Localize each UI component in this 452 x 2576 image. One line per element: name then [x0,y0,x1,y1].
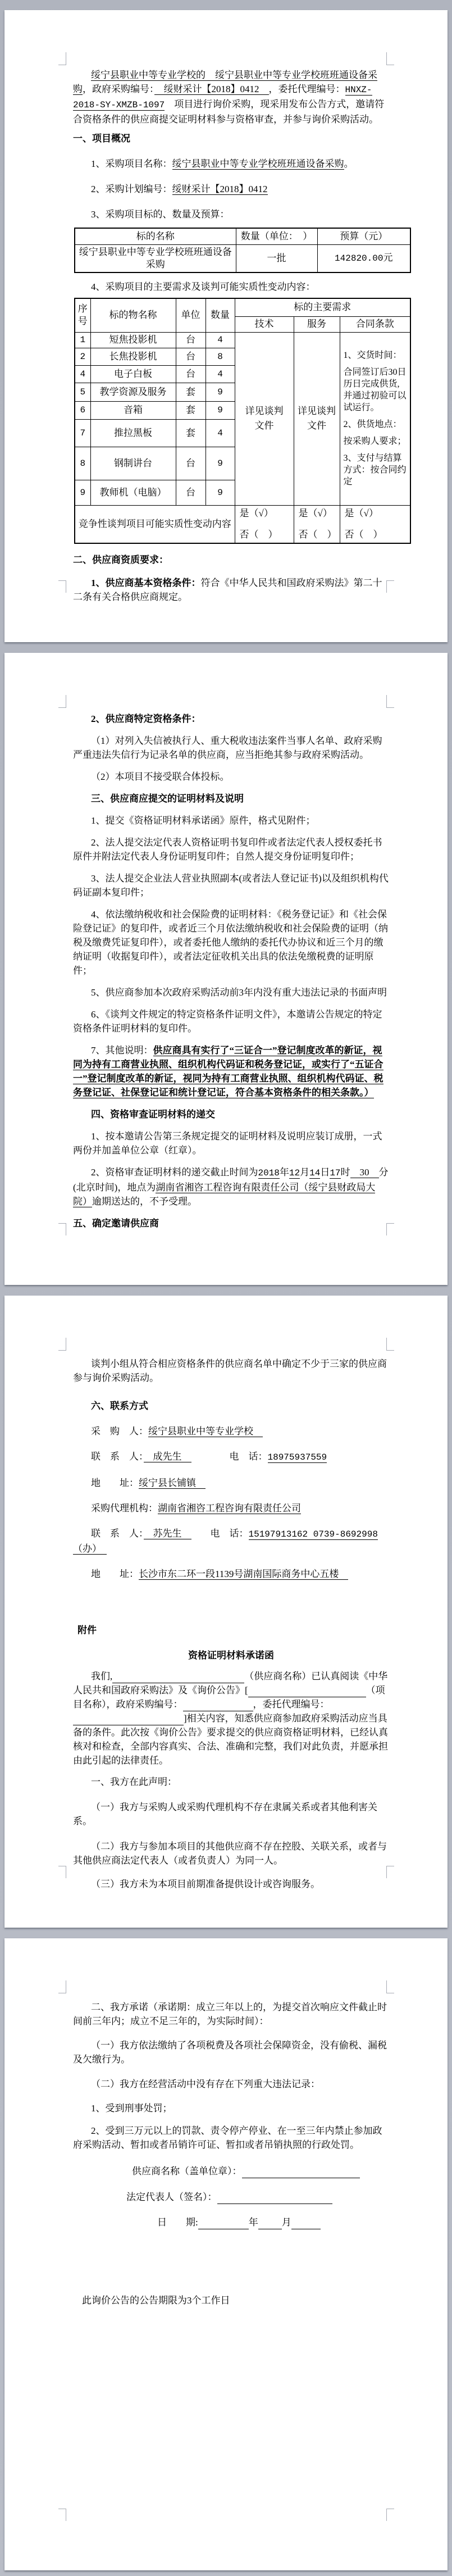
col-header-unit: 单位 [176,298,206,332]
paragraph: 1、提交《资格证明材料承诺函》原件，格式见附件； [91,815,316,826]
supplier-signature-line: 供应商名称（盖单位章）： [73,2164,389,2178]
col-header-quantity: 数量（单位： ） [236,228,317,244]
item-project-name: 1、采购项目名称：绥宁县职业中等专业学校班班通设备采购。 [91,158,354,169]
table-row: 4 电子白板 台 4 [75,365,410,383]
section-3-heading: 三、供应商应提交的证明材料及说明 [91,793,244,804]
procurement-number-blank [183,1701,253,1711]
document-page-1 [4,10,448,642]
declaration-heading: 一、我方在此声明： [91,1777,177,1787]
agency-number-text: HNXZ-2018-SY-XMZB-1097 [73,85,372,110]
section-6-heading: 六、联系方式 [91,1401,148,1411]
section-2-heading: 二、供应商资质要求： [73,555,168,565]
paragraph: （三）我方未为本项目前期准备提供设计或咨询服务。 [91,1879,320,1889]
date-line: 日 期: 年 月 [73,2215,389,2229]
address-line: 地 址：绥宁县长铺镇 [91,1478,206,1488]
section-5-heading: 五、确定邀请供应商 [73,1218,159,1229]
supplier-seal-blank [242,2168,360,2178]
project-name-text: 绥宁县职业中等专业学校班班通设备采购 [73,70,377,94]
section-1-heading: 一、项目概况 [73,133,130,144]
buyer-name-text: 绥宁县职业中等专业学校的 [91,70,206,80]
col-header-contract: 合同条款 [340,316,410,332]
contact-line: 联 系 人： 成先生 电 话：18975937559 [91,1451,327,1462]
col-header-tech: 技术 [235,316,294,332]
table-row: 2 长焦投影机 台 8 [75,348,410,365]
supplier-name-blank [112,1673,244,1683]
paragraph: （1）对列入失信被执行人、重大税收违法案件当事人名单、政府采购严重违法失信行为记录名单的供应商，应当拒绝其参与政府采购活动。 [73,735,382,760]
table-row: 8 钢制讲台 台 9 [75,447,410,480]
deadline-paragraph: 2、资格审查证明材料的递交截止时间为2018年12月14日17时 30 分(北京时间)，地点为湖南省湘咨工程咨询有限责任公司（绥宁县财政局大院）逾期送达的，不予受理。 [73,1167,389,1207]
contract-terms-cell: 1、交货时间： 合同签订后30日历日完成供货,并通过初验可以试运行。 2、供货地点： 按采购人要求； 3、支付与结算方式：按合同约定 [340,332,410,505]
crop-mark-bottom-right [386,2509,394,2521]
budget-table [74,228,411,273]
paragraph: 2、受到三万元以上的罚款、责令停产停业、在一至三年内禁止参加政府采购活动、暂扣或者吊销许可证、暂扣或者吊销执照的行政处罚。 [73,2125,382,2150]
date-day-blank [291,2219,321,2229]
col-header-main-requirements: 标的主要需求 [235,298,410,316]
agent-line: 采购代理机构：湖南省湘咨工程咨询有限责任公司 [91,1503,301,1514]
col-header-service: 服务 [294,316,340,332]
col-header-index: 序号 [75,298,90,332]
date-month-blank [258,2219,282,2229]
cell-budget: 142820.00元 [317,244,410,272]
paragraph: 6、《谈判文件规定的特定资格条件证明文件》，本邀请公告规定的特定资格条件证明材料的复印件。 [73,1009,382,1034]
table-row: 9 教师机（电脑） 台 9 [75,480,410,505]
agency-number-blank [73,1715,184,1725]
paragraph: 3、法人提交企业法人营业执照副本(或者法人登记证书)以及组织机构代码证副本复印件； [73,873,389,898]
announcement-period-note: 此询价公告的公告期限为3个工作日 [82,2295,230,2306]
item-plan-number: 2、采购计划编号：绥财采计【2018】0412 [91,184,268,194]
address-line: 地 址：长沙市东二环一段1139号湖南国际商务中心五楼 [91,1569,349,1579]
attachment-heading: 附件 [77,1625,97,1635]
paragraph: 1、受到刑事处罚； [91,2103,172,2114]
table-footer-row [75,505,410,543]
table-row [75,244,410,272]
document-page-2 [4,653,448,1285]
paragraph: （一）我方与采购人或采购代理机构不存在隶属关系或者其他利害关系。 [73,1802,377,1827]
document-page-4 [4,1938,448,2570]
cell-subject: 绥宁县职业中等专业学校班班通设备采购 [75,244,236,272]
cell-quantity: 一批 [236,244,317,272]
item-budget: 3、采购项目标的、数量及预算： [91,209,230,220]
paragraph: 1、按本邀请公告第三条规定提交的证明材料及说明应装订成册，一式两份并加盖单位公章（红章）。 [73,1131,382,1156]
service-change-option: 是（√） 否（ ） [294,505,340,543]
paragraph: 2、法人提交法定代表人资格证明书复印件或者法定代表人授权委托书原件并附法定代表人身份证明复印件；自然人提交身份证明复印件； [73,837,382,862]
table-row: 5 教学资源及服务 套 9 [75,383,410,401]
project-name-blank [248,1687,366,1697]
basic-qualification-item: 1、供应商基本资格条件：符合《中华人民共和国政府采购法》第二十二条有关合格供应商规定。 [73,578,382,602]
col-header-budget: 预算（元） [317,228,410,244]
contract-change-option: 是（√） 否（ ） [340,505,410,543]
tech-requirement-cell: 详见谈判 文件 [235,332,294,505]
items-table [74,298,411,544]
col-header-item-name: 标的物名称 [90,298,176,332]
paragraph: （二）我方与参加本项目的其他供应商不存在控股、关联关系，或者与其他供应商法定代表人（或者负责人）为同一人。 [73,1841,387,1866]
other-notes-paragraph: 7、其他说明：供应商具有实行了“三证合一”登记制度改革的新证，视同为持有工商营业执照、组织机构代码证和税务登记证，或实行了“五证合一”登记制度改革的新证，视同为持有工商营业执照、组织机构代码证、税务登记证、社保登记证和统计登记证，符合基本资格条件的相关条款。） [73,1045,383,1098]
attachment-title: 资格证明材料承诺函 [188,1650,274,1661]
substantive-change-label: 竞争性谈判项目可能实质性变动内容 [75,505,235,543]
crop-mark-bottom-left [58,2509,66,2521]
section-4-heading: 四、资格审查证明材料的递交 [91,1109,215,1120]
table-row: 1 短焦投影机 台 4 详见谈判 文件 详见谈判 文件 1、交货时间： 合同签订后30日历日完成供货,并通过初验可以试运行。 2、供货地点： 按采购人要求； 3、支付与结算方式：按合同约定 [75,332,410,348]
document-page-3 [4,1296,448,1928]
specific-qualification-heading: 2、供应商特定资格条件： [91,714,201,724]
col-header-subject: 标的名称 [75,228,236,244]
table-row: 7 推拉黑板 套 4 [75,419,410,447]
date-year-blank [198,2219,249,2229]
service-requirement-cell: 详见谈判 文件 [294,332,340,505]
contact-line: 联 系 人： 苏先生 电 话：15197913162 0739-8692998（办） [73,1528,378,1554]
paragraph: 5、供应商参加本次政府采购活动前3年内没有重大违法记录的书面声明 [91,987,387,998]
paragraph: （2）本项目不接受联合体投标。 [91,771,230,782]
table-header-row [75,228,410,244]
col-header-qty: 数量 [206,298,235,332]
table-header-row [75,298,410,316]
buyer-line: 采 购 人：绥宁县职业中等专业学校 [91,1426,263,1437]
table-row: 6 音箱 套 9 [75,401,410,419]
plan-number-text: 绥财采计【2018】0412 [154,84,269,94]
representative-sign-blank [217,2193,332,2204]
paragraph: （二）我方在经营活动中没有存在下列重大违法记录： [91,2079,320,2089]
tech-change-option: 是（√） 否（ ） [235,505,294,543]
intro-paragraph: 绥宁县职业中等专业学校的 绥宁县职业中等专业学校班班通设备采购，政府采购编号： 绥财采计【2018】0412 ，委托代理编号：HNXZ-2018-SY-XMZB-1097 项目进行询价采购，现采用发布公告方式，邀请符合资格条件的供应商提交证明材料参与资格审查，并参与询价采购活动。 [73,70,385,125]
representative-signature-line: 法定代表人（签名）： [73,2190,389,2204]
paragraph: （一）我方依法缴纳了各项税费及各项社会保障资金，没有偷税、漏税及欠缴行为。 [73,2040,387,2065]
promise-heading: 二、我方承诺（承诺期：成立三年以上的，为提交首次响应文件截止时间前三年内；成立不足三年的，为实际时间）： [73,2002,387,2027]
item-requirements: 4、采购项目的主要需求及谈判可能实质性变动内容： [91,281,316,292]
paragraph: 谈判小组从符合相应资格条件的供应商名单中确定不少于三家的供应商参与询价采购活动。 [73,1359,387,1383]
paragraph: 4、依法缴纳税收和社会保险费的证明材料：《税务登记证》和《社会保险登记证》的复印件，或者近三个月依法缴纳税收和社会保险费的证明（纳税及缴费凭证复印件），或者委托他人缴纳的委托代办协议和近三个月的缴纳证明（收据复印件），或者法定征收机关出具的依法免缴税费的证明原件； [73,909,388,976]
commitment-paragraph: 我们, （供应商名称）已认真阅读《中华人民共和国政府采购法》及《询价公告》[ （项目名称），政府采购编号： ，委托代理编号：]相关内容，知悉供应商参加政府采购活动应当具备的条件。此次按《询价公告》要求提交的供应商资格证明材料，已经认真核对和检查，全部内容真实、合法、准确和完整，我们对此负责，并愿承担由此引起的法律责任。 [73,1671,388,1766]
